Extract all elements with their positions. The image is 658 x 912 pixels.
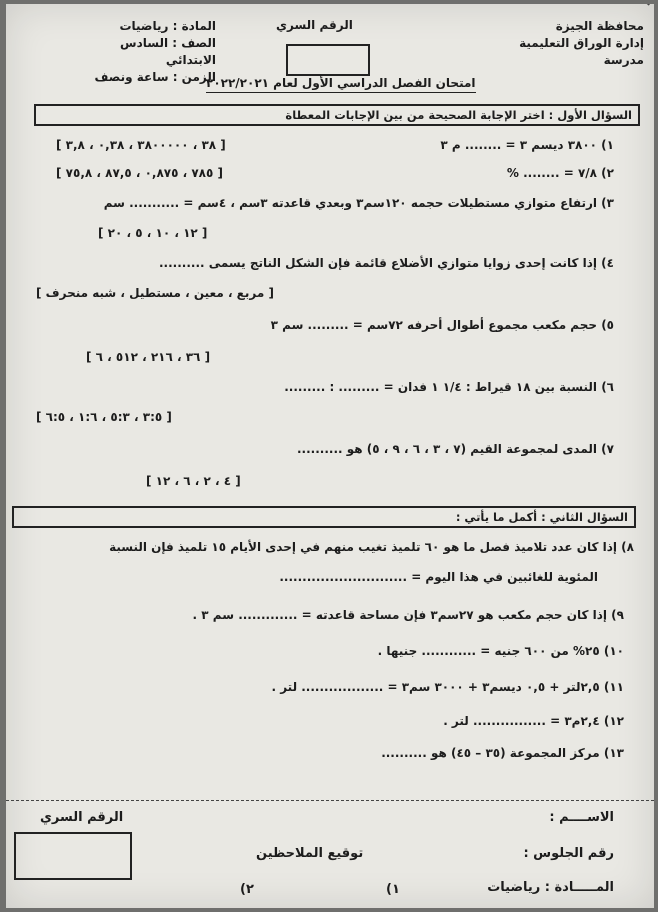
staple-mark: [601, 4, 650, 6]
q5-options: [ ٣٦ ، ٢١٦ ، ٥١٢ ، ٦ ]: [86, 350, 211, 364]
header-time: الزمن : ساعة ونصف: [94, 70, 216, 84]
q2-text: ٢) ٧/٨ = ........ %: [506, 166, 614, 180]
footer-subject-label: المـــــادة : رياضيات: [487, 880, 614, 895]
q8-text-line1: ٨) إذا كان عدد تلاميذ فصل ما هو ٦٠ تلميذ تغيب منهم في إحدى الأيام ١٥ تلميذ فإن النسبة: [109, 540, 634, 554]
header-subject-info: [66, 18, 216, 86]
q8-text-line2: المئوية للغائبين في هذا اليوم = ............................: [279, 570, 598, 584]
exam-sheet: [6, 4, 654, 908]
section1-header: السؤال الأول : اختر الإجابة الصحيحة من بين الإجابات المعطاة: [34, 104, 640, 126]
q3-text: ٣) ارتفاع متوازي مستطيلات حجمه ١٢٠سم٣ وبعدي قاعدته ٣سم ، ٤سم = ........... سم: [103, 196, 614, 210]
footer-name-label: الاســــم :: [549, 810, 614, 825]
q1-text: ١) ٣٨٠٠ ديسم ٣ = ........ م ٣: [440, 138, 614, 152]
header-administration: إدارة الوراق التعليمية: [519, 36, 644, 50]
header-grade: الصف : السادس الابتدائي: [120, 36, 216, 67]
serial-number-box-bottom: [14, 832, 132, 880]
q10-text: ١٠) ٢٥% من ٦٠٠ جنيه = ............ جنيها .: [377, 644, 624, 658]
serial-number-box-top: [286, 44, 370, 76]
cut-line: [6, 800, 654, 801]
footer-signature-2: ٢): [240, 882, 254, 897]
q7-options: [ ٤ ، ٢ ، ٦ ، ١٢ ]: [146, 474, 241, 488]
q12-text: ١٢) ٢,٤م٣ = ................ لتر .: [443, 714, 624, 728]
section2-header: السؤال الثاني : أكمل ما يأتي :: [12, 506, 636, 528]
header-school-info: [519, 18, 644, 69]
header-serial-label: الرقم السري: [276, 18, 353, 32]
q13-text: ١٣) مركز المجموعة (٣٥ – ٤٥) هو ..........: [381, 746, 624, 760]
q4-options: [ مربع ، معين ، مستطيل ، شبه منحرف ]: [36, 286, 274, 300]
footer-signature-1: ١): [386, 882, 400, 897]
q11-text: ١١) ٢,٥لتر + ٠,٥ ديسم٣ + ٣٠٠٠ سم٣ = .................. لتر .: [271, 680, 624, 694]
q5-text: ٥) حجم مكعب مجموع أطوال أحرفه ٧٢سم = ......... سم ٣: [270, 318, 614, 332]
exam-title: امتحان الفصل الدراسي الأول لعام ٢٠٢٢/٢٠٢١: [206, 76, 476, 93]
footer-seat-label: رقم الجلوس :: [523, 846, 614, 861]
header-governorate: محافظة الجيزة: [555, 19, 644, 33]
q6-options: [ ٣:٥ ، ٥:٣ ، ١:٦ ، ٦:٥ ]: [36, 410, 172, 424]
footer-serial-label: الرقم السري: [40, 810, 124, 825]
q2-options: [ ٧٨٥ ، ٠,٨٧٥ ، ٨٧,٥ ، ٧٥,٨ ]: [56, 166, 224, 180]
q7-text: ٧) المدى لمجموعة القيم (٧ ، ٣ ، ٦ ، ٩ ، ٥) هو ..........: [296, 442, 614, 456]
header-school: مدرسة: [603, 53, 644, 67]
q1-options: [ ٣٨ ، ٣٨٠٠٠٠٠ ، ٠,٣٨ ، ٣,٨ ]: [56, 138, 226, 152]
header-subject: المادة : رياضيات: [119, 19, 216, 33]
q6-text: ٦) النسبة بين ١٨ قيراط : ١/٤ ١ فدان = ......... : .........: [284, 380, 614, 394]
q4-text: ٤) إذا كانت إحدى زوايا متوازي الأضلاع قائمة فإن الشكل الناتج يسمى ..........: [158, 256, 614, 270]
q9-text: ٩) إذا كان حجم مكعب هو ٢٧سم٣ فإن مساحة قاعدته = ............. سم ٣ .: [192, 608, 624, 622]
footer-proctor-label: توقيع الملاحظين: [256, 846, 364, 861]
q3-options: [ ١٢ ، ١٠ ، ٥ ، ٢٠ ]: [98, 226, 208, 240]
